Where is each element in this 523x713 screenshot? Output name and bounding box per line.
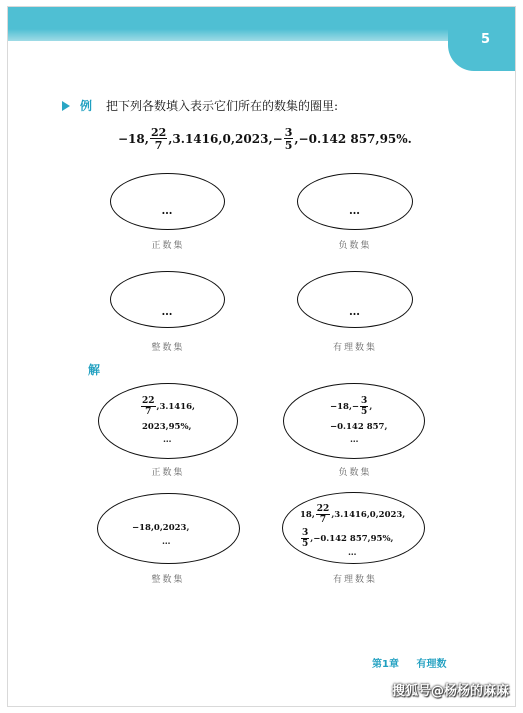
chapter-title: 有理数 — [416, 659, 447, 670]
solution-integer-line1: −18,0,2023, — [132, 523, 190, 533]
fraction-numerator: 22 — [150, 126, 167, 139]
solution-integer-caption: 整数集 — [151, 575, 185, 585]
text: , — [369, 402, 373, 412]
solution-negative-oval — [283, 383, 425, 459]
example-label: 例 — [80, 99, 93, 113]
fraction-numerator: 3 — [284, 126, 293, 139]
fraction-denominator: 7 — [145, 407, 152, 417]
fraction-numerator: 22 — [142, 396, 155, 406]
ellipsis: … — [349, 305, 361, 318]
fraction-denominator: 7 — [154, 139, 163, 152]
solution-rational-caption: 有理数集 — [332, 575, 377, 585]
fraction-denominator: 5 — [284, 139, 293, 152]
ellipsis: … — [162, 537, 171, 547]
text: 18, — [300, 510, 315, 520]
chapter-footer — [372, 655, 446, 670]
fraction-denominator: 5 — [302, 539, 309, 549]
ellipsis: … — [348, 548, 357, 558]
rational-set-caption: 有理数集 — [332, 343, 377, 353]
ellipsis: … — [350, 435, 359, 445]
page-number: 5 — [480, 32, 490, 47]
fraction-numerator: 3 — [361, 396, 368, 406]
rational-set-oval — [297, 271, 413, 328]
fraction-denominator: 7 — [319, 515, 327, 525]
fraction-22-7 — [150, 127, 167, 151]
solution-negative-line2: −0.142 857, — [330, 422, 388, 432]
example-instruction: 把下列各数填入表示它们所在的数集的圈里: — [106, 99, 339, 113]
number-text: ,3.1416,0,2023,− — [168, 132, 283, 146]
ellipsis: … — [349, 204, 361, 217]
solution-label: 解 — [88, 363, 101, 377]
ellipsis: … — [163, 435, 172, 445]
text: ,3.1416, — [156, 402, 195, 412]
number-text: −18, — [118, 132, 149, 146]
solution-rational-line2 — [300, 529, 394, 549]
solution-positive-line1 — [140, 397, 195, 417]
text: −18,− — [330, 402, 360, 412]
fraction-numerator: 3 — [302, 528, 309, 538]
number-list — [118, 121, 412, 157]
solution-negative-caption: 负数集 — [338, 468, 372, 478]
fraction-3-5 — [360, 397, 368, 417]
integer-set-oval — [110, 271, 225, 328]
integer-set-caption: 整数集 — [151, 343, 185, 353]
example-heading — [62, 97, 338, 114]
fraction-denominator: 5 — [361, 407, 368, 417]
fraction-3-5 — [284, 127, 294, 151]
solution-positive-line2: 2023,95%, — [142, 422, 192, 432]
fraction-22-7 — [141, 397, 156, 417]
chapter-number: 第1章 — [372, 659, 399, 670]
watermark: 搜狐号@杨杨的麻麻 — [391, 684, 509, 699]
solution-positive-oval — [98, 383, 238, 459]
text: ,−0.142 857,95%, — [310, 534, 394, 544]
negative-set-oval — [297, 173, 413, 230]
positive-set-caption: 正数集 — [151, 241, 185, 251]
fraction-22-7 — [316, 505, 331, 525]
header-band — [8, 7, 515, 41]
number-text: ,−0.142 857,95%. — [294, 132, 412, 146]
solution-negative-line1 — [330, 397, 372, 417]
ellipsis: … — [161, 305, 174, 318]
solution-rational-line1 — [300, 505, 405, 525]
negative-set-caption: 负数集 — [338, 241, 372, 251]
fraction-numerator: 22 — [316, 504, 330, 514]
positive-set-oval — [110, 173, 225, 230]
play-triangle-icon — [62, 101, 70, 111]
text: ,3.1416,0,2023, — [331, 510, 406, 520]
fraction-3-5 — [301, 529, 309, 549]
ellipsis: … — [161, 204, 174, 217]
solution-positive-caption: 正数集 — [151, 468, 185, 478]
